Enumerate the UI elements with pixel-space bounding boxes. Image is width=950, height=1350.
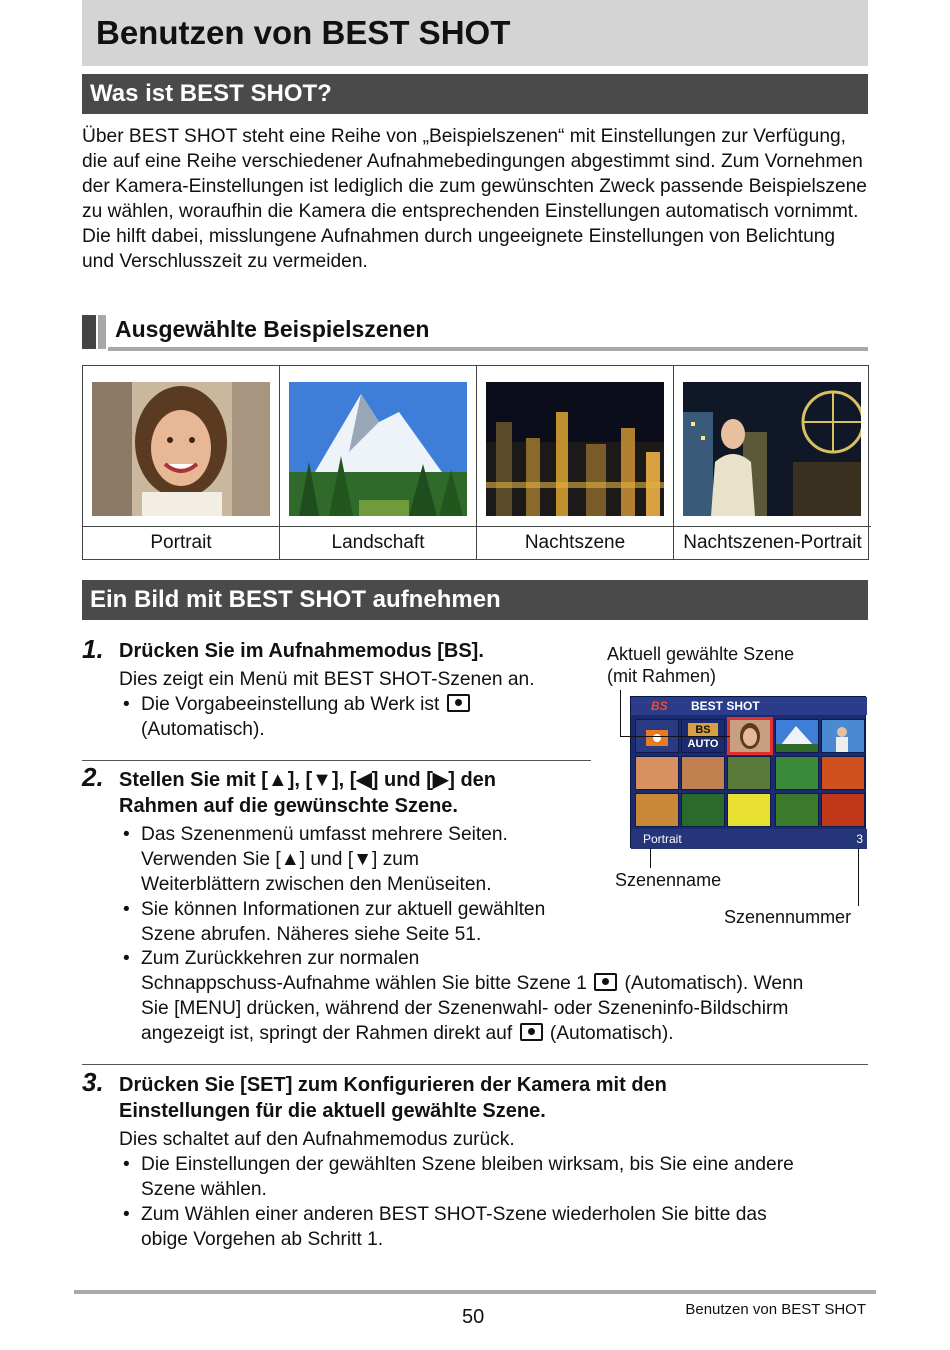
page-header [82, 0, 868, 66]
subsection-header-scenes [82, 313, 868, 353]
leader-line [858, 848, 859, 906]
divider [82, 760, 591, 761]
step-number: 1. [82, 634, 104, 664]
auto-camera-icon [447, 694, 470, 712]
step-heading: Drücken Sie im Aufnahmemodus [BS]. [119, 640, 484, 662]
leader-line [650, 848, 651, 868]
bullet-item: • Zum Zurückkehren zur normalen [123, 948, 420, 969]
step-heading: Einstellungen für die aktuell gewählte Szene. [119, 1100, 546, 1122]
lcd-thumb [681, 756, 725, 790]
bullet-line [141, 1021, 674, 1046]
auto-camera-icon [594, 973, 617, 991]
lcd-auto-text: AUTO [687, 738, 719, 750]
lcd-thumb [821, 719, 865, 753]
lcd-thumb [635, 793, 679, 827]
night-photo [486, 382, 664, 516]
bullet-text: (Automatisch). [549, 1023, 674, 1044]
scene-landscape [280, 366, 477, 559]
lcd-mode-label: BS [651, 699, 668, 713]
callout-scene-number: Szenennummer [724, 907, 852, 927]
footer-rule [74, 1290, 876, 1294]
bullet-text: Schnappschuss-Aufnahme wählen Sie bitte Szene 1 [141, 973, 587, 994]
lcd-thumb [635, 756, 679, 790]
footer-title: Benutzen von BEST SHOT [685, 1301, 866, 1318]
callout-current-scene-2: (mit Rahmen) [607, 666, 717, 686]
lcd-thumb [727, 793, 771, 827]
step-heading: Rahmen auf die gewünschte Szene. [119, 795, 458, 817]
bullet-text: Sie können Informationen zur aktuell gewählten [141, 899, 546, 920]
subsection-title: Ausgewählte Beispielszenen [115, 316, 430, 342]
lcd-scene-number: 3 [856, 832, 863, 846]
scene-night [477, 366, 674, 559]
lcd-thumb [775, 756, 819, 790]
heading-marker [82, 315, 96, 349]
bullet-item: • Sie können Informationen zur aktuell gewählten [123, 899, 546, 920]
page-number: 50 [462, 1306, 485, 1328]
lcd-thumb [727, 756, 771, 790]
scene-night-portrait [674, 366, 871, 559]
step-text: Dies zeigt ein Menü mit BEST SHOT-Szenen an. [119, 669, 535, 690]
scene-table [82, 365, 869, 560]
section-title: Ein Bild mit BEST SHOT aufnehmen [90, 586, 501, 613]
bullet-text: Zum Wählen einer anderen BEST SHOT-Szene wiederholen Sie bitte das [141, 1204, 767, 1225]
bullet-continuation: (Automatisch). [141, 719, 265, 740]
lcd-auto-bs: BS [688, 723, 718, 737]
bullet-text: Die Vorgabeeinstellung ab Werk ist [141, 694, 440, 715]
leader-line [620, 736, 730, 737]
section-title: Was ist BEST SHOT? [90, 80, 332, 107]
scene-label: Nachtszene [477, 526, 673, 559]
callout-current-scene: Aktuell gewählte Szene [607, 644, 795, 664]
bullet-line: Verwenden Sie [▲] und [▼] zum [141, 849, 419, 870]
bullet-item: • Die Einstellungen der gewählten Szene bleiben wirksam, bis Sie eine andere [123, 1154, 794, 1175]
heading-underline [108, 347, 868, 351]
scene-portrait [83, 366, 280, 559]
step-number: 3. [82, 1067, 104, 1097]
bullet-text: (Automatisch). Wenn [624, 973, 804, 994]
bullet-text: Zum Zurückkehren zur normalen [141, 948, 420, 969]
camera-lcd-screen [630, 696, 866, 848]
bullet-line: Szene abrufen. Näheres siehe Seite 51. [141, 924, 482, 945]
step-number: 2. [82, 762, 104, 792]
portrait-photo [92, 382, 270, 516]
lcd-thumb [821, 756, 865, 790]
lcd-thumb [775, 793, 819, 827]
lcd-scene-name: Portrait [643, 832, 682, 846]
bullet-text: Die Einstellungen der gewählten Szene bleiben wirksam, bis Sie eine andere [141, 1154, 794, 1175]
section-header-take-picture [82, 580, 868, 620]
scene-label: Nachtszenen-Portrait [674, 526, 871, 559]
bullet-line [141, 971, 803, 996]
intro-paragraph: Über BEST SHOT steht eine Reihe von „Beispielszenen“ mit Einstellungen zur Verfügung, die auf eine Reihe verschiedener Aufnahmebedingungen abgestimmt sind. Zum Vornehmen der Kamera-Einstellungen ist lediglich die zum gewünschten Zweck passende Beispielszene zu wählen, woraufhin die Kamera die entsprechenden Einstellungen automatisch vornimmt. Die hilft dabei, misslungene Aufnahmen durch ungeeignete Einstellungen von Belichtung und Verschlusszeit zu vermeiden. [82, 126, 867, 272]
bullet-line: Sie [MENU] drücken, während der Szenenwahl- oder Szeneninfo-Bildschirm [141, 998, 789, 1019]
bullet-text: angezeigt ist, springt der Rahmen direkt auf [141, 1023, 513, 1044]
step-heading: Drücken Sie [SET] zum Konfigurieren der Kamera mit den [119, 1074, 667, 1096]
callout-scene-name: Szenenname [615, 870, 722, 890]
lcd-thumb [681, 793, 725, 827]
bullet-item: • Das Szenenmenü umfasst mehrere Seiten. [123, 824, 508, 845]
divider [82, 1064, 868, 1065]
auto-camera-icon [520, 1023, 543, 1041]
lcd-thumb [775, 719, 819, 753]
heading-marker-light [98, 315, 106, 349]
lcd-title: BEST SHOT [691, 699, 760, 713]
lcd-thumb-selected [727, 717, 773, 755]
section-header-what-is [82, 74, 868, 114]
bullet-line: obige Vorgehen ab Schritt 1. [141, 1229, 384, 1250]
bullet-text: Das Szenenmenü umfasst mehrere Seiten. [141, 824, 508, 845]
night-portrait-photo [683, 382, 861, 516]
bullet-line: Weiterblättern zwischen den Menüseiten. [141, 874, 492, 895]
leader-line [620, 690, 621, 736]
scene-label: Landschaft [280, 526, 476, 559]
bullet-line: Szene wählen. [141, 1179, 267, 1200]
page-title: Benutzen von BEST SHOT [96, 14, 511, 51]
bullet-item: • Die Vorgabeeinstellung ab Werk ist [141, 692, 472, 717]
lcd-top-bar [631, 697, 867, 715]
scene-label: Portrait [83, 526, 279, 559]
step-text: Dies schaltet auf den Aufnahmemodus zurück. [119, 1129, 515, 1150]
bullet-item: • Zum Wählen einer anderen BEST SHOT-Szene wiederholen Sie bitte das [123, 1204, 767, 1225]
step-heading: Stellen Sie mit [▲], [▼], [◀] und [▶] den [119, 769, 497, 791]
lcd-bottom-bar [631, 829, 867, 849]
lcd-thumb [821, 793, 865, 827]
landscape-photo [289, 382, 467, 516]
